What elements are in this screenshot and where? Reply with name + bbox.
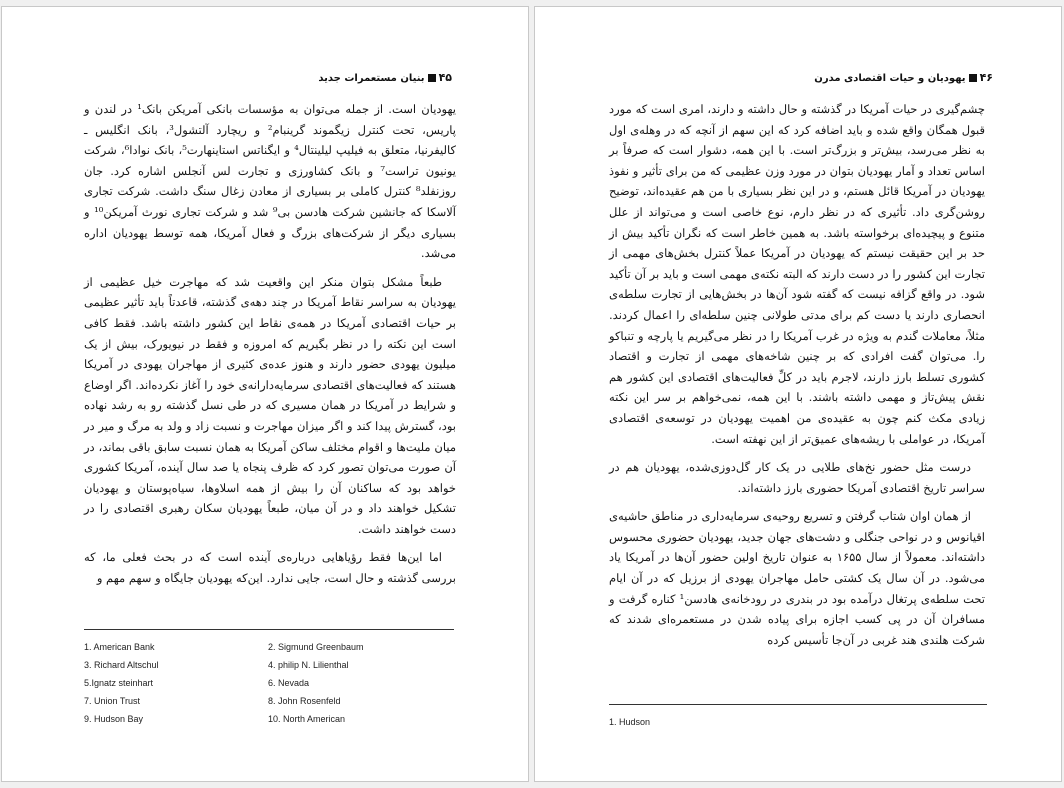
paragraph: چشم‌گیری در حیات آمریکا در گذشته و حال داشته و دارند، امری است که مورد قبول همگان واقع شده و باید اضافه کرد که این سهم از آنچه که در وهله‌ی اول به نظر می‌رسد، بیش‌تر و بزرگ‌تر است. با این همه، دشوار است که صرفاً بر اساس تعداد و آمار یهودیان بتوان در مورد وزن عظیمی که من برای تأثیر و نفوذ یهودیان در آمریکا قائل هستم، و در این نظر بسیاری با من هم عقیده‌اند، توضیح روشن‌گری داد. تأثیری که در نظر دارم، نوع خاصی است و می‌تواند از علل متنوع و پیچیده‌ای برخواسته باشد. به همین خاطر است که نگران تأکید بیش از حد بر این حقیقت نیستم که یهودیان در آمریکا عملاً کنترل بخش‌های مهمی از تجارت این کشور را در دست دارند که البته نکته‌ی مهمی است و باید بر آن تأکید شود. در واقع گزافه نیست که گفته شود آن‌ها در بخش‌هایی از تجارت سلطه‌ی انحصاری دارند یا دست کم برای مدتی طولانی چنین سلطه‌ای را اعمال کردند. مثلاً، معاملات گندم به ویژه در غرب آمریکا را در نظر می‌گیریم یا پارچه و تنباکو را. می‌توان گفت افرادی که بر چنین شاخه‌های مهمی از تجارت و اقتصاد کشوری تسلط بارز دارند، لاجرم باید در کلِّ فعالیت‌های اقتصادی این کشور هم نقش پیش‌تاز و مهمی داشته باشند. با این همه، نمی‌خواهم بر سر این نکته زیادی مکث کنم چون به عقیده‌ی من اهمیت یهودیان در توسعه‌ی اقتصادی آمریکا، در عواملی با ریشه‌های عمیق‌تر از این نهفته است. — [609, 102, 985, 446]
paragraph: اما این‌ها فقط رؤیاهایی درباره‌ی آینده است که در بحث فعلی ما، که بررسی گذشته و حال است، جایی ندارد. این‌که یهودیان جایگاه و سهم مهم و — [84, 550, 456, 586]
footnote: 9. Hudson Bay — [84, 714, 144, 724]
header-square-icon — [428, 74, 436, 82]
footnotes — [609, 716, 909, 729]
running-title: یهودیان و حیات اقتصادی مدرن — [814, 73, 966, 84]
footnote-divider — [609, 704, 987, 705]
paragraph: درست مثل حضور نخ‌های طلایی در یک کار گل‌دوزی‌شده، یهودیان هم در سراسر تاریخ اقتصادی آمریکا حضوری بارز داشته‌اند. — [609, 460, 985, 495]
footnote: 5.Ignatz steinhart — [84, 678, 154, 688]
footnote: 1. American Bank — [84, 642, 155, 652]
left-page — [1, 6, 529, 782]
page-number: ۴۶ — [979, 71, 993, 84]
page-number: ۴۵ — [438, 71, 452, 84]
footnote: 3. Richard Altschul — [84, 660, 159, 670]
right-page — [534, 6, 1062, 782]
footnote: 8. John Rosenfeld — [268, 696, 341, 706]
running-title: بنیان مستعمرات جدید — [318, 73, 425, 84]
body-text — [84, 99, 456, 597]
footnote: 10. North American — [268, 714, 346, 724]
footnote: 1. Hudson — [609, 717, 651, 727]
body-text — [609, 99, 985, 658]
paragraph: طبعاً مشکل بتوان منکر این واقعیت شد که مهاجرت خیل عظیمی از یهودیان به سراسر نقاط آمریکا در چند دهه‌ی گذشته، قاعدتاً باید تأثیر عظیمی بر حیات اقتصادی آمریکا در همه‌ی نقاط این کشور داشته باشد. فقط کافی است این نکته را در نظر بگیریم که امروزه و فقط در نیویورک، بیش از یک میلیون یهودی حضور دارند و هنوز عده‌ی کثیری از مهاجران یهودی در آمریکا هستند که فعالیت‌های اقتصادی سرمایه‌دارانه‌ی خود را آغاز نکرده‌اند. اگر اوضاع و شرایط در آمریکا در همان مسیری که در طی نسل گذشته رو به رشد نهاده بود، گسترش پیدا کند و اگر میزان مهاجرت و نسبت زاد و ولد به مرگ و میر در میان ملیت‌ها و اقوام مختلف ساکن آمریکا به همان نسبت سابق باقی بماند، در آن صورت می‌توان تصور کرد که ظرف پنجاه یا صد سال آینده، آمریکا کشوری خواهد بود که ساکنان آن را بیش از همه اسلاوها، سیاه‌پوستان و یهودیان تشکیل خواهند داد و در آن میان، طبعاً یهودیان سکان رهبری اقتصادی را در دست خواهند داشت. — [84, 274, 456, 536]
footnote: 4. philip N. Lilienthal — [268, 660, 349, 670]
page-header — [318, 71, 452, 84]
page-header — [814, 71, 993, 84]
paragraph: از همان اوان شتاب گرفتن و تسریع روحیه‌ی سرمایه‌داری در مناطق حاشیه‌ی اقیانوس و در نواحی جنگلی و دشت‌های جهان جدید، یهودیان حضوری محسوس داشته‌اند. معمولاً از سال ۱۶۵۵ به عنوان تاریخ اولین حضور آن‌ها در آمریکا یاد می‌شود. در آن سال یک کشتی حامل مهاجران یهودی از برزیل که در آن ایام تحت سلطه‌ی پرتغال درآمده بود در بندری در رودخانه‌ی هادسن¹ کناره گرفت و مسافران آن در پی کسب اجازه برای پیاده شدن در مستعمره‌ای شدند که شرکت هلندی هند غربی در آن‌جا تأسیس کرده — [609, 509, 985, 647]
footnote: 2. Sigmund Greenbaum — [268, 642, 364, 652]
footnotes — [84, 641, 464, 726]
footnote-divider — [84, 629, 454, 630]
paragraph: یهودیان است. از جمله می‌توان به مؤسسات بانکی آمریکن بانک¹ در لندن و پاریس، تحت کنترل زیگموند گرینبام² و ریچارد آلتشول³، بانک انگلیس ـ کالیفرنیا، متعلق به فیلیپ لیلینتال⁴ و ایگناتس استاینهارت⁵، بانک نوادا⁶، شرکت یونیون تراست⁷ و بانک کشاورزی و تجارت لس آنجلس اشاره کرد. جان روزنفلد⁸ کنترل کاملی بر بسیاری از معادن زغال سنگ داشت. شرکت تجاری آلاسکا که جانشین شرکت هادسن بی⁹ شد و شرکت تجاری نورث آمریکن¹⁰ و بسیاری دیگر از شرکت‌های بزرگ و فعال آمریکا، همه توسط یهودیان اداره می‌شد. — [84, 102, 457, 261]
footnote: 6. Nevada — [268, 678, 310, 688]
footnote: 7. Union Trust — [84, 696, 141, 706]
header-square-icon — [969, 74, 977, 82]
